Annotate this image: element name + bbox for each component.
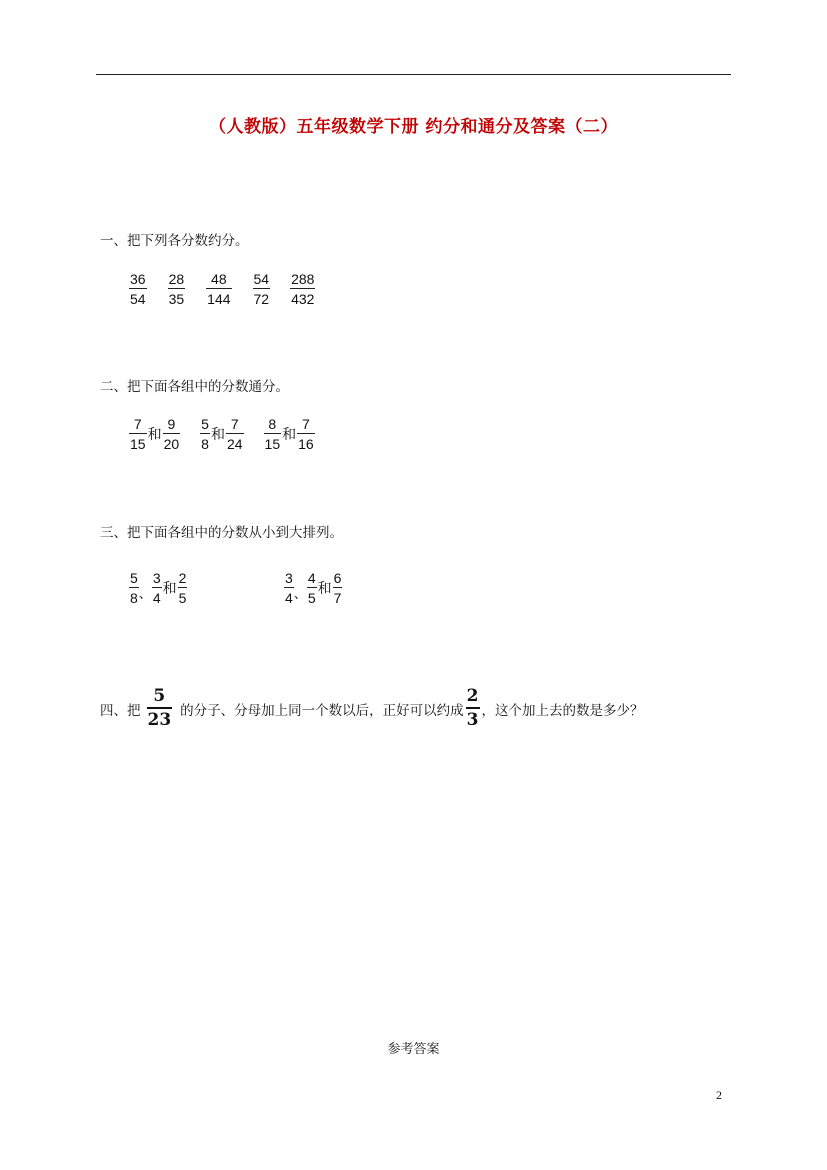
denominator: 24 [226, 433, 244, 451]
conjunction: 和 [210, 427, 225, 443]
separator: 、 [293, 586, 307, 602]
fraction [129, 571, 139, 605]
denominator: 23 [147, 707, 173, 729]
numerator: 54 [253, 271, 270, 287]
header-rule [96, 74, 731, 75]
fraction [307, 571, 317, 605]
numerator: 7 [302, 416, 310, 432]
numerator: 5 [153, 686, 166, 706]
fraction [297, 417, 315, 451]
fraction [168, 272, 186, 306]
denominator: 35 [168, 288, 186, 306]
fraction [147, 688, 173, 729]
fraction [129, 272, 147, 306]
denominator: 5 [178, 587, 188, 605]
fraction [284, 571, 294, 605]
denominator: 7 [333, 587, 343, 605]
denominator: 5 [307, 587, 317, 605]
answer-heading: 参考答案 [387, 1042, 440, 1057]
denominator: 15 [264, 433, 282, 451]
numerator: 2 [178, 570, 187, 586]
fraction-pair [264, 417, 315, 451]
denominator: 8 [129, 587, 139, 605]
fraction [200, 417, 210, 451]
fraction [226, 417, 244, 451]
denominator: 4 [152, 587, 162, 605]
conjunction: 和 [317, 581, 332, 597]
numerator: 3 [152, 570, 161, 586]
numerator: 5 [201, 416, 209, 432]
denominator: 4 [284, 587, 294, 605]
denominator: 20 [163, 433, 181, 451]
page-number: 2 [716, 1088, 722, 1102]
denominator: 432 [290, 288, 315, 306]
question-4 [100, 688, 644, 729]
question-3-group-2 [284, 571, 342, 605]
conjunction: 和 [147, 427, 162, 443]
question-4-prefix: 四、把 [100, 702, 141, 719]
fraction [264, 417, 282, 451]
denominator: 3 [466, 707, 480, 729]
numerator: 6 [333, 570, 342, 586]
question-4-middle: 的分子、分母加上同一个数以后，正好可以约成 [180, 702, 464, 719]
denominator: 54 [129, 288, 147, 306]
fraction [129, 417, 147, 451]
fraction [178, 571, 188, 605]
question-3-group-1 [129, 571, 187, 605]
denominator: 8 [200, 433, 210, 451]
fraction-pair [129, 417, 180, 451]
numerator: 3 [285, 570, 293, 586]
numerator: 7 [133, 416, 142, 432]
numerator: 2 [466, 686, 479, 706]
denominator: 144 [206, 288, 231, 306]
fraction [152, 571, 162, 605]
fraction [290, 272, 315, 306]
question-1-fractions [129, 272, 315, 306]
question-2-prompt: 二、把下面各组中的分数通分。 [100, 379, 289, 395]
fraction-pair [200, 417, 243, 451]
denominator: 15 [129, 433, 147, 451]
separator: 、 [138, 586, 152, 602]
denominator: 16 [297, 433, 315, 451]
numerator: 36 [130, 271, 146, 287]
question-1-prompt: 一、把下列各分数约分。 [100, 233, 249, 249]
fraction [163, 417, 181, 451]
numerator: 4 [307, 570, 316, 586]
numerator: 288 [291, 271, 315, 287]
question-2-groups [129, 417, 315, 451]
numerator: 28 [168, 271, 185, 287]
denominator: 72 [253, 288, 271, 306]
question-3-prompt: 三、把下面各组中的分数从小到大排列。 [100, 525, 343, 541]
numerator: 9 [167, 416, 176, 432]
document-title: （人教版）五年级数学下册 约分和通分及答案（二） [209, 117, 618, 137]
numerator: 7 [230, 416, 239, 432]
numerator: 8 [268, 416, 277, 432]
conjunction: 和 [282, 427, 297, 443]
fraction [253, 272, 271, 306]
numerator: 48 [211, 271, 227, 287]
question-4-suffix: ，这个加上去的数是多少？ [481, 702, 644, 719]
numerator: 5 [130, 570, 138, 586]
fraction [333, 571, 343, 605]
fraction [466, 688, 480, 729]
conjunction: 和 [162, 581, 177, 597]
fraction [206, 272, 231, 306]
